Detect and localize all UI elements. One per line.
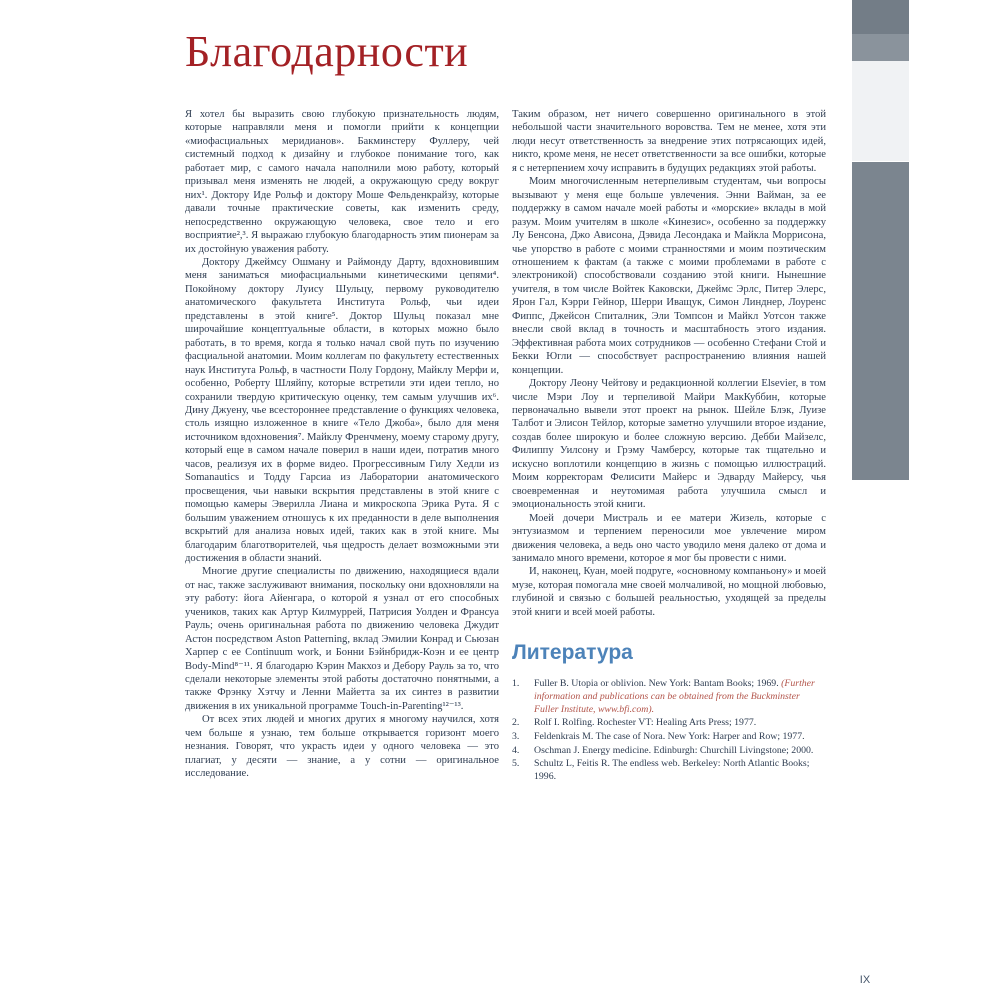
decor-bar-segment-top xyxy=(852,0,909,34)
paragraph: Моим многочисленным нетерпеливым студентам, чьи вопросы вызывают у меня еще больше увлечения. Энни Вайман, за ее поддержку в самом начале моей работы и «морские» вклады в мой разум. Моим учителям в школе «Кинезис», особенно за поддержку Лу Бенсона, Джо Ависона, Дэвида Лесондака и Майкла Моррисона, чье упорство в работе с моими странностями и моим поэтическим отношением к фактам (а также с моими проблемами в работе с электроникой) способствовали созданию этой книги. Нынешние учителя, в том числе Войтек Каковски, Джеймс Эрлс, Питер Элерс, Ярон Гал, Кэрри Гейнор, Шерри Иващук, Симон Линднер, Лоуренс Фиппс, Джейсон Спиталник, Эли Томпсон и Майкл Уотсон также внесли свой вклад в точность и масштабность этого издания. Эффективная работа моих сотрудников — особенно Стефани Стой и Бекки Югли — способствует распространению влияния нашей концепции. xyxy=(512,176,826,376)
reference-text xyxy=(534,745,826,758)
paragraph: И, наконец, Куан, моей подруге, «основному компаньону» и моей музе, которая помогала мне своей молчаливой, но мощной любовью, глубиной и связью с большей реальностью, уходящей за пределы этой книги и всей моей работы. xyxy=(512,566,826,618)
reference-note: (Further information and publications can be obtained from the Buckminster Fuller Institute, www.bfi.com). xyxy=(534,678,815,715)
decor-bar-segment-long xyxy=(852,162,909,480)
reference-gap xyxy=(525,731,534,744)
reference-number: 5. xyxy=(512,758,520,770)
reference-gap xyxy=(525,717,534,730)
references-heading: Литература xyxy=(512,641,633,665)
reference-text xyxy=(534,731,826,744)
reference-gap xyxy=(525,758,534,783)
paragraph: Доктору Леону Чейтову и редакционной коллегии Elsevier, в том числе Мэри Лоу и терпеливой Майри МакКуббин, которые первоначально вывели этот проект на рынок. Шейле Блэк, Луизе Талбот и Элисон Тейлор, которые заметно улучшили второе издание, создав более широкую и более сложную версию. Дебби Майзелс, Филиппу Уилсону и Грэму Чамберсу, которые так тщательно и искусно воплотили концепцию в жизнь с помощью иллюстраций. Моим корректорам Фелисити Майерс и Эдварду Майерсу, чья своевременная и неутомимая работа улучшила смысл и эмоциональность этой книги. xyxy=(512,378,826,511)
paragraph: Доктору Джеймсу Ошману и Раймонду Дарту, вдохновившим меня заниматься миофасциальными кинетическими цепями⁴. Покойному доктору Луису Шульцу, первому руководителю анатомического факультета Института Рольф, чьи идеи представлены в этой книге⁵. Доктор Шульц показал мне широчайшие концептуальные области, в которых можно было работать, в то время, когда я только начал свой путь по изучению фасциальной анатомии. Моим коллегам по факультету естественных наук Института Рольф, в частности Полу Гордону, Майклу Мерфи и, особенно, Роберту Шляйпу, которые встретили эти идеи тепло, но сохранили твердую критическую оценку, тем самым улучшив их⁶. Дину Джуену, чье всестороннее представление о функциях человека, столь изящно изложенное в книге «Тело Джоба», было для меня источником вдохновения⁷. Майклу Френчмену, моему старому другу, который еще в самом начале поверил в наши идеи, потратив много часов, реализуя их в форме видео. Прогрессивным Гилу Хедли из Somanautics и Тодду Гарсиа из Лаборатории анатомического просвещения, чьи навыки вскрытия представлены в этой книге с помощью камеры Эверилла Лиана и микроскопа Эрика Рута. Я с большим уважением отношусь к их преданности в деле выполнения вскрытий для анализа новых идей, таких как в этой книге. Мы благодарим благотворителей, чья щедрость делает возможными эти достижения в области знаний. xyxy=(185,256,499,564)
paragraph: Я хотел бы выразить свою глубокую признательность людям, которые направляли меня и помогли прийти к концепции «миофасциальных меридианов». Бакминстеру Фуллеру, чей системный подход к дизайну и глубокое понимание того, как работает мир, с самого начала наполнили мою работу, который призывал меня изменять не людей, а окружающую среду вокруг них¹. Доктору Иде Рольф и доктору Моше Фельденкрайзу, которые давали точные практические советы, как изменить среду, непосредственно окружающую человека, свое тело и его восприятие²,³. Я выражаю глубокую благодарность этим пионерам за их достойную уважения работу. xyxy=(185,109,499,255)
page-number: IX xyxy=(859,974,871,986)
reference-citation: Rolf I. Rolfing. Rochester VT: Healing Arts Press; 1977. xyxy=(534,717,757,729)
reference-number: 4. xyxy=(512,744,520,756)
reference-citation: Oschman J. Energy medicine. Edinburgh: Churchill Livingstone; 2000. xyxy=(534,744,814,756)
reference-citation: Schultz L, Feitis R. The endless web. Berkeley: North Atlantic Books; 1996. xyxy=(534,758,810,783)
reference-item xyxy=(512,717,826,730)
reference-gap xyxy=(525,678,534,716)
paragraph: Таким образом, нет ничего совершенно оригинального в этой небольшой части значительного воровства. Тем не менее, хотя эти люди несут ответственность за внедрение этих потрясающих идей, никто, кроме меня, не несет ответственности за все ошибки, которые я с нетерпением хочу исправить в будущих редакциях этой работы. xyxy=(512,109,826,174)
reference-number: 2. xyxy=(512,717,520,729)
reference-item xyxy=(512,758,826,783)
reference-citation: Fuller B. Utopia or oblivion. New York: Bantam Books; 1969. xyxy=(534,678,782,690)
reference-text xyxy=(534,758,826,783)
reference-citation: Feldenkrais M. The case of Nora. New York: Harper and Row; 1977. xyxy=(534,731,805,743)
reference-gap xyxy=(525,745,534,758)
page-content xyxy=(185,26,827,785)
reference-number: 1. xyxy=(512,678,520,690)
two-column-text xyxy=(185,108,827,785)
page-title: Благодарности xyxy=(185,27,469,76)
paragraph: Многие другие специалисты по движению, находящиеся вдали от нас, также заслуживают внимания, поскольку они вдохновляли на эту работу: йога Айенгара, о которой я узнал от его способных учеников, таких как Артур Килмуррей, Патрисия Уолден и Франсуа Рауль; очень оригинальная работа по движению человека Джудит Астон посредством Aston Patterning, вклад Эмилии Конрад и Сьюзан Харпер с ее Continuum work, и Бонни Бэйнбридж-Коэн и ее центр Body-Mind⁸⁻¹¹. Я благодарю Кэрин Макхоз и Дебору Рауль за то, что сделали некоторые элементы этой работы достаточно понятными, а также Фрэнку Хэтчу и Ленни Майетта за их синтез в развитии движения в их уникальной программе Touch-in-Parenting¹²⁻¹³. xyxy=(185,566,499,712)
paragraph: От всех этих людей и многих других я многому научился, хотя чем больше я узнаю, тем больше открывается горизонт моего незнания. Говорят, что украсть идеи у одного человека — это плагиат, у десяти — знание, а у сотни — оригинальное исследование. xyxy=(185,714,499,780)
reference-item xyxy=(512,678,826,716)
reference-text xyxy=(534,678,826,716)
decor-bar-segment-light xyxy=(852,61,909,161)
right-column xyxy=(512,108,826,785)
left-column xyxy=(185,108,499,785)
paragraph: Моей дочери Мистраль и ее матери Жизель, которые с энтузиазмом и терпением переносили мое увлечение миром движения человека, а ведь оно часто уводило меня далеко от дома и занимало много времени, которое я мог бы провести с ними. xyxy=(512,512,826,564)
reference-item xyxy=(512,731,826,744)
reference-number: 3. xyxy=(512,731,520,743)
decor-bar-segment-second xyxy=(852,34,909,61)
reference-item xyxy=(512,745,826,758)
reference-text xyxy=(534,717,826,730)
